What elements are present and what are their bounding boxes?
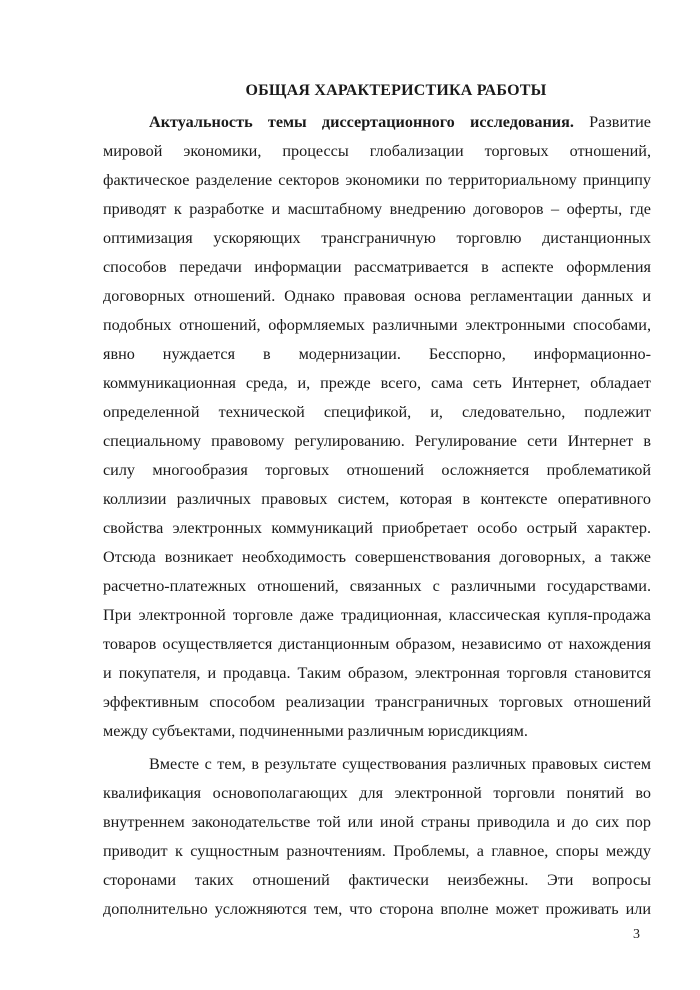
paragraph1-line: мировой экономики, процессы глобализации торговых отношений, xyxy=(103,142,651,160)
paragraph1-line: фактическое разделение секторов экономики по территориальному принципу xyxy=(103,171,651,189)
paragraph1-lead-bold: Актуальность темы диссертационного исследования. xyxy=(149,113,574,131)
page-number: 3 xyxy=(633,927,640,942)
paragraph2-line: приводит к сущностным разночтениям. Проблемы, а главное, споры между xyxy=(103,842,651,860)
paragraph1-line: и покупателя, и продавца. Таким образом, электронная торговля становится xyxy=(103,664,651,682)
paragraph2-line: квалификация основополагающих для электронной торговли понятий во xyxy=(103,784,651,802)
paragraph2-line: внутреннем законодательстве той или иной страны приводила и до сих пор xyxy=(103,813,651,831)
paragraph1-lead-rest: Развитие xyxy=(573,113,651,131)
paragraph1-line: эффективным способом реализации трансграничных торговых отношений xyxy=(103,693,651,711)
paragraph1-line: явно нуждается в модернизации. Бесспорно, информационно- xyxy=(103,345,651,363)
paragraph2-line: дополнительно усложняются тем, что сторона вполне может проживать или xyxy=(103,900,651,918)
paragraph1-line: способов передачи информации рассматривается в аспекте оформления xyxy=(103,258,651,276)
paragraph1-line: определенной технической спецификой, и, следовательно, подлежит xyxy=(103,403,651,421)
paragraph1-line: приводят к разработке и масштабному внедрению договоров – оферты, где xyxy=(103,200,651,218)
page-title: ОБЩАЯ ХАРАКТЕРИСТИКА РАБОТЫ xyxy=(245,82,547,99)
paragraph1-first-line xyxy=(149,108,651,136)
paragraph2-line: Вместе с тем, в результате существования различных правовых систем xyxy=(149,755,651,773)
paragraph1-line: оптимизация ускоряющих трансграничную торговлю дистанционных xyxy=(103,229,651,247)
paragraph1-line: силу многообразия торговых отношений осложняется проблематикой xyxy=(103,461,651,479)
paragraph1-line: свойства электронных коммуникаций приобретает особо острый характер. xyxy=(103,519,651,537)
paragraph1-line: Отсюда возникает необходимость совершенствования договорных, а также xyxy=(103,548,651,566)
paragraph1-line: между субъектами, подчиненными различным юрисдикциям. xyxy=(103,722,528,740)
paragraph2-line: сторонами таких отношений фактически неизбежны. Эти вопросы xyxy=(103,871,651,889)
paragraph1-line: При электронной торговле даже традиционная, классическая купля-продажа xyxy=(103,606,651,624)
paragraph1-line: коллизии различных правовых систем, которая в контексте оперативного xyxy=(103,490,651,508)
paragraph1-line: расчетно-платежных отношений, связанных с различными государствами. xyxy=(103,577,651,595)
paragraph1-line: подобных отношений, оформляемых различными электронными способами, xyxy=(103,316,651,334)
paragraph1-line: специальному правовому регулированию. Регулирование сети Интернет в xyxy=(103,432,651,450)
paragraph1-line: товаров осуществляется дистанционным образом, независимо от нахождения xyxy=(103,635,651,653)
paragraph1-line: коммуникационная среда, и, прежде всего, сама сеть Интернет, обладает xyxy=(103,374,651,392)
paragraph1-line: договорных отношений. Однако правовая основа регламентации данных и xyxy=(103,287,651,305)
